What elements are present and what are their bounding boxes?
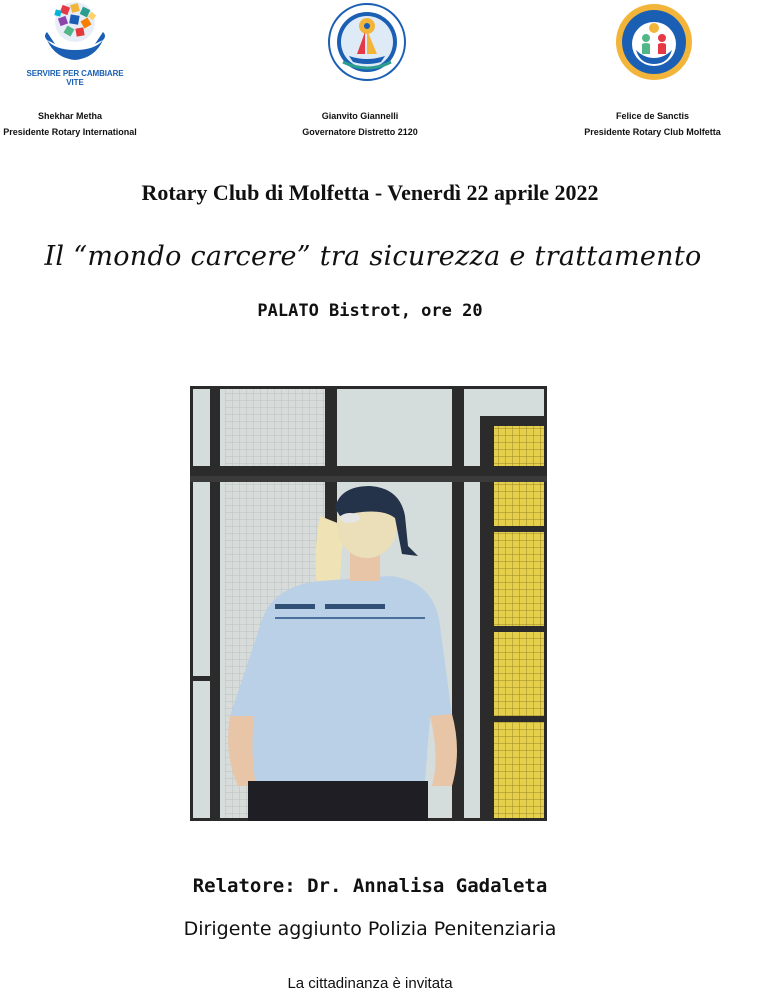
hands-family-badge-icon bbox=[614, 2, 694, 82]
venue-time: PALATO Bistrot, ore 20 bbox=[257, 301, 483, 321]
sailboat-badge-icon bbox=[327, 2, 407, 82]
district-governor-badge-logo bbox=[327, 2, 407, 82]
officer-role: Presidente Rotary International bbox=[3, 127, 137, 137]
globe-hands-icon bbox=[25, 0, 125, 68]
logo-motto: SERVIRE PER CAMBIARE VITE bbox=[26, 69, 124, 87]
club-molfetta-badge-logo bbox=[614, 2, 694, 82]
rotary-globe-hands-logo bbox=[25, 0, 125, 87]
photo-illustration bbox=[190, 386, 547, 821]
officer-name: Felice de Sanctis bbox=[615, 111, 690, 121]
invitation-note: La cittadinanza è invitata bbox=[287, 975, 453, 992]
officer-name: Gianvito Giannelli bbox=[321, 111, 399, 121]
officer-club-president bbox=[565, 108, 740, 140]
speaker-role: Dirigente aggiunto Polizia Penitenziaria bbox=[183, 918, 557, 940]
officer-ri-president bbox=[0, 108, 140, 140]
speaker-name: Relatore: Dr. Annalisa Gadaleta bbox=[192, 875, 548, 897]
officer-district-governor bbox=[280, 108, 440, 140]
officer-name: Shekhar Metha bbox=[37, 111, 103, 121]
officer-role: Presidente Rotary Club Molfetta bbox=[584, 127, 721, 137]
event-title: Il “mondo carcere” tra sicurezza e trattamento bbox=[44, 241, 702, 272]
prison-officer-photo bbox=[190, 386, 547, 821]
officer-role: Governatore Distretto 2120 bbox=[302, 127, 418, 137]
club-date-heading: Rotary Club di Molfetta - Venerdì 22 aprile 2022 bbox=[141, 180, 599, 205]
